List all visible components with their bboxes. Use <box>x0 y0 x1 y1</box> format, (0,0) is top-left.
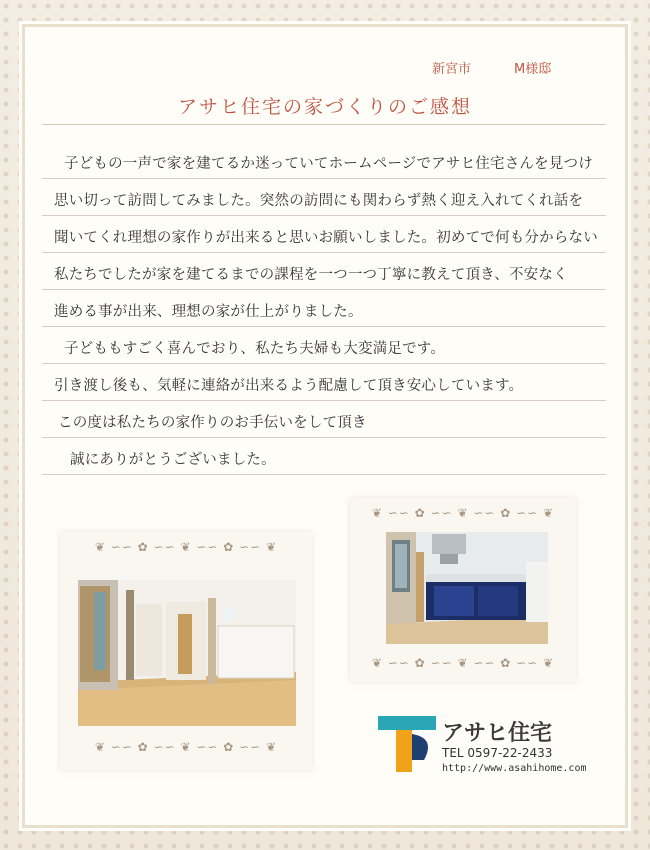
ornament-top: ❦ ∽∽ ✿ ∽∽ ❦ ∽∽ ✿ ∽∽ ❦ <box>94 540 278 554</box>
owner-label: M様邸 <box>514 62 552 77</box>
kitchen-photo <box>386 532 548 644</box>
ornament-top: ❦ ∽∽ ✿ ∽∽ ❦ ∽∽ ✿ ∽∽ ❦ <box>371 506 555 520</box>
asahi-logo-icon <box>378 716 436 772</box>
rule-line <box>42 400 606 401</box>
letter-line-2: 思い切って訪問してみました。突然の訪問にも関わらず熱く迎え入れてくれ話を <box>54 193 584 209</box>
page-title: アサヒ住宅の家づくりのご感想 <box>177 96 472 118</box>
letter-line-8: この度は私たちの家作りのお手伝いをして頂き <box>58 415 367 431</box>
letter-line-9: 誠にありがとうございました。 <box>70 452 276 468</box>
rule-line <box>42 326 606 327</box>
city-label: 新宮市 <box>432 62 472 77</box>
title-rule-top <box>42 124 606 125</box>
letter-line-3: 聞いてくれ理想の家作りが出来ると思いお願いしました。初めてで何も分からない <box>54 230 598 246</box>
rule-line <box>42 474 606 475</box>
ornament-bottom: ❦ ∽∽ ✿ ∽∽ ❦ ∽∽ ✿ ∽∽ ❦ <box>94 740 278 754</box>
rule-line <box>42 252 606 253</box>
right-photo-frame <box>350 498 576 682</box>
rule-line <box>42 178 606 179</box>
living-room-image <box>78 572 296 726</box>
kitchen-image <box>386 532 548 644</box>
company-tel: TEL 0597-22-2433 <box>442 746 553 760</box>
ornament-bottom: ❦ ∽∽ ✿ ∽∽ ❦ ∽∽ ✿ ∽∽ ❦ <box>371 656 555 670</box>
rule-line <box>42 215 606 216</box>
letter-line-6: 子どももすごく喜んでおり、私たち夫婦も大変満足です。 <box>64 341 446 357</box>
letter-line-4: 私たちでしたが家を建てるまでの課程を一つ一つ丁寧に教えて頂き、不安なく <box>54 267 568 283</box>
rule-line <box>42 363 606 364</box>
company-url[interactable]: http://www.asahihome.com <box>442 763 587 774</box>
letter-line-7: 引き渡し後も、気軽に連絡が出来るよう配慮して頂き安心しています。 <box>54 378 524 394</box>
rule-line <box>42 289 606 290</box>
letter-line-5: 進める事が出来、理想の家が仕上がりました。 <box>54 304 363 320</box>
living-room-photo <box>78 572 296 726</box>
company-name: アサヒ住宅 <box>442 721 553 746</box>
rule-line <box>42 437 606 438</box>
left-photo-frame <box>60 532 312 770</box>
letter-line-1: 子どもの一声で家を建てるか迷っていてホームページでアサヒ住宅さんを見つけ <box>64 156 593 172</box>
